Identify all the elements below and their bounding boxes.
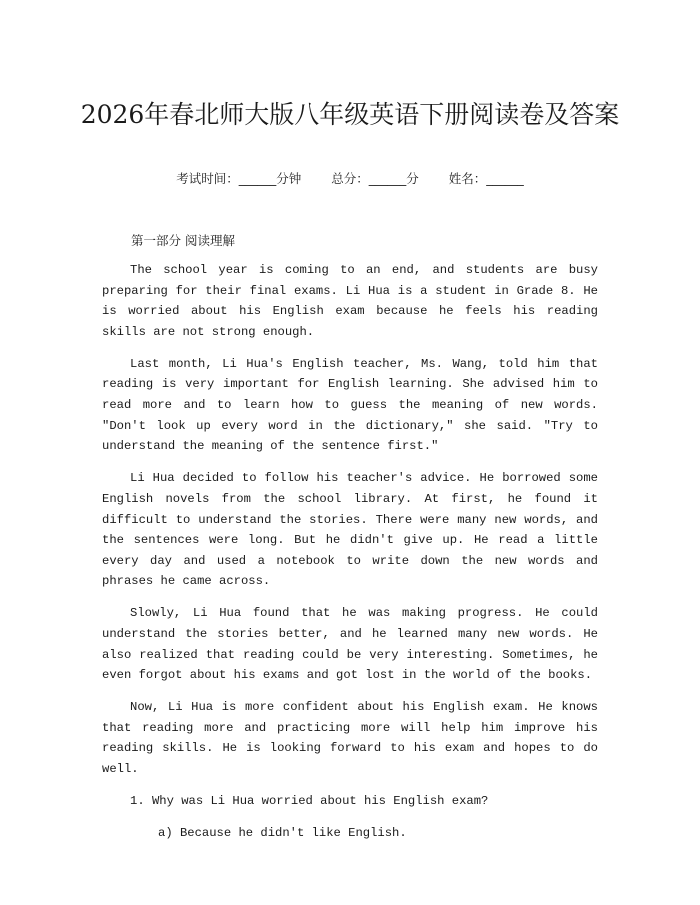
student-name-field: 姓名：______ [448, 171, 524, 186]
passage-paragraph: Li Hua decided to follow his teacher's advice. He borrowed some English novels from the school library. At first, he found it difficult to understand the stories. There were many new words, and the sentences were long. But he didn't give up. He read a little every day and used a notebook to write down the new words and phrases he came across. [102, 471, 598, 589]
exam-time-field: 考试时间：______分钟 [176, 171, 302, 186]
passage-paragraph: The school year is coming to an end, and students are busy preparing for their final exams. Li Hua is a student in Grade 8. He is worried about his English exam because he feels his reading skills are not strong enough. [102, 263, 598, 339]
passage-paragraph: Slowly, Li Hua found that he was making progress. He could understand the stories better, and he learned many new words. He also realized that reading could be very interesting. Sometimes, he even forgot about his exams and got lost in the world of the books. [102, 606, 598, 683]
exam-info-line [0, 169, 700, 187]
total-score-field: 总分：______分 [331, 171, 419, 186]
passage-paragraph: Now, Li Hua is more confident about his English exam. He knows that reading more and practicing more will help him improve his reading skills. He is looking forward to his exam and hopes to do well. [102, 700, 598, 777]
section-heading: 第一部分 阅读理解 [131, 233, 235, 248]
reading-passage [102, 260, 598, 843]
question-1: 1. Why was Li Hua worried about his English exam? [130, 794, 489, 809]
question-1-option-a: a) Because he didn't like English. [158, 825, 407, 840]
page-title: 2026年春北师大版八年级英语下册阅读卷及答案 [80, 99, 620, 129]
passage-paragraph: Last month, Li Hua's English teacher, Ms. Wang, told him that reading is very important for English learning. She advised him to read more and to learn how to guess the meaning of new words. "Don't look up every word in the dictionary," she said. "Try to understand the meaning of the sentence first." [102, 356, 598, 454]
